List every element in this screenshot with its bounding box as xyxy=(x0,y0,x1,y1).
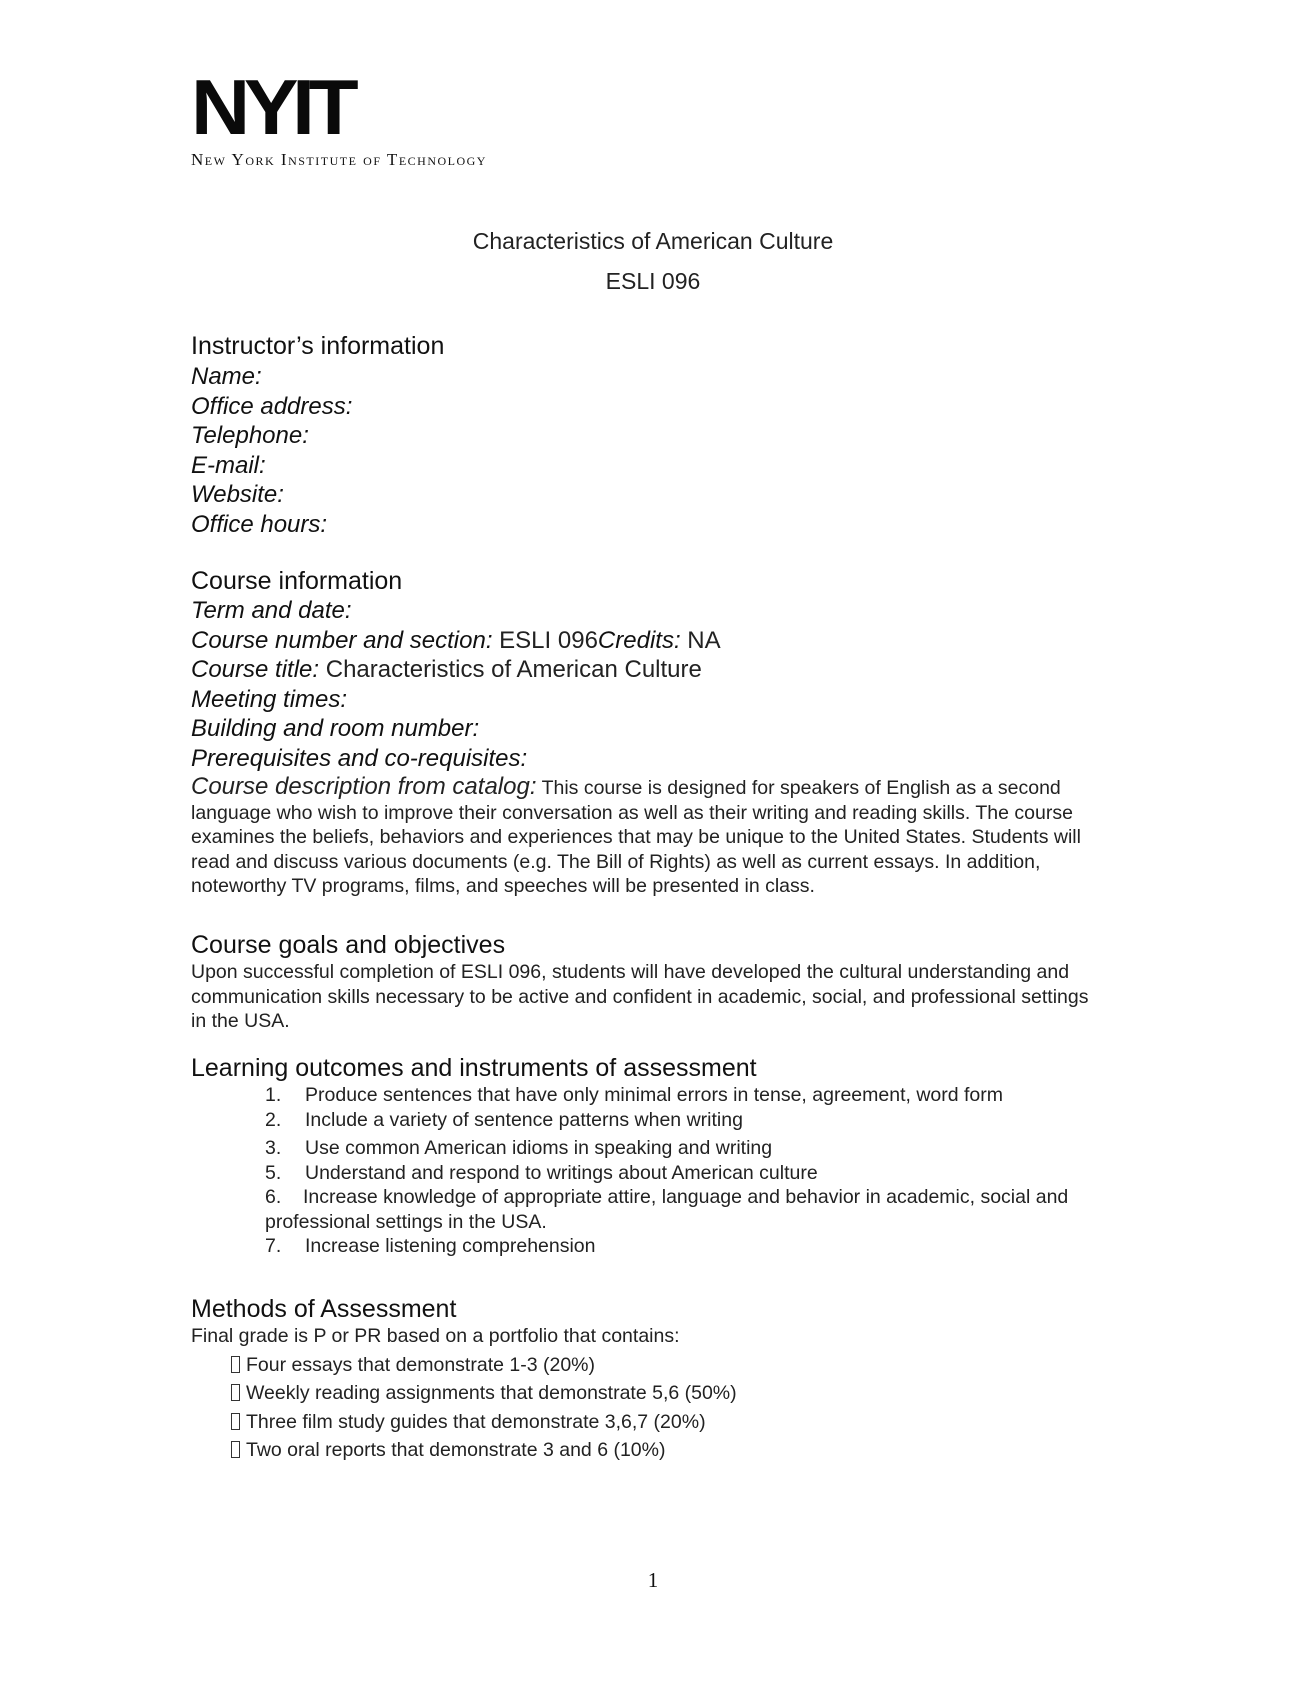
course-info-heading: Course information xyxy=(191,567,403,595)
outcome-text: Use common American idioms in speaking and writing xyxy=(305,1137,773,1159)
credits-value: NA xyxy=(680,626,721,654)
logo-mark: NYIT xyxy=(191,63,353,151)
term-label: Term and date: xyxy=(191,597,352,624)
bullet-box-icon xyxy=(231,1413,240,1430)
email-label: E-mail: xyxy=(191,451,266,479)
logo-subtitle: New York Institute of Technology xyxy=(191,150,487,169)
outcome-text: Include a variety of sentence patterns when writing xyxy=(305,1108,743,1131)
course-description xyxy=(191,775,1091,899)
document-title: Characteristics of American Culture xyxy=(472,228,834,254)
outcomes-section xyxy=(191,1053,1111,1259)
methods-item xyxy=(231,1436,1111,1465)
outcome-text: Understand and respond to writings about American culture xyxy=(305,1161,818,1184)
methods-section xyxy=(191,1294,1111,1465)
meeting-times-label: Meeting times: xyxy=(191,685,348,713)
outcomes-list xyxy=(265,1083,1085,1259)
methods-intro: Final grade is P or PR based on a portfolio that contains: xyxy=(191,1325,680,1347)
goals-section xyxy=(191,930,1111,1034)
course-description-label: Course description from catalog: xyxy=(191,773,537,800)
outcome-item xyxy=(265,1234,1085,1259)
course-info-section xyxy=(191,566,1111,899)
outcome-number: 2. xyxy=(265,1108,282,1131)
methods-item xyxy=(231,1379,1111,1408)
outcome-text: Increase knowledge of appropriate attire, language and behavior in academic, social and professional settings in the USA. xyxy=(265,1186,1069,1233)
office-hours-label: Office hours: xyxy=(191,510,328,538)
outcome-item xyxy=(265,1136,1085,1161)
building-room-label: Building and room number: xyxy=(191,715,480,742)
outcomes-heading: Learning outcomes and instruments of assessment xyxy=(191,1054,757,1082)
bullet-box-icon xyxy=(231,1384,240,1401)
methods-list xyxy=(231,1351,1111,1465)
prerequisites-label: Prerequisites and co-requisites: xyxy=(191,744,528,772)
credits-label: Credits: xyxy=(597,626,681,654)
outcome-item xyxy=(265,1185,1085,1234)
goals-text: Upon successful completion of ESLI 096, students will have developed the cultural understanding and communication skills necessary to be active and confident in academic, social, and professional settings in the USA. xyxy=(191,961,1089,1032)
course-number-line xyxy=(191,626,1111,656)
page-number: 1 xyxy=(647,1568,659,1592)
bullet-box-icon xyxy=(231,1356,240,1373)
instructor-section xyxy=(191,330,1111,539)
methods-heading: Methods of Assessment xyxy=(191,1295,457,1323)
outcome-number: 6. xyxy=(265,1186,282,1208)
course-title-value: Characteristics of American Culture xyxy=(319,656,702,683)
methods-item xyxy=(231,1351,1111,1380)
course-code: ESLI 096 xyxy=(605,268,701,294)
methods-item xyxy=(231,1408,1111,1437)
outcome-text: Increase listening comprehension xyxy=(305,1235,596,1257)
outcome-item xyxy=(265,1108,1085,1133)
course-title-line xyxy=(191,655,1111,685)
outcome-number: 7. xyxy=(265,1235,282,1257)
outcome-item xyxy=(265,1161,1085,1186)
outcome-number: 5. xyxy=(265,1161,282,1184)
website-label: Website: xyxy=(191,481,284,508)
telephone-label: Telephone: xyxy=(191,422,309,449)
methods-item-text: Weekly reading assignments that demonstrate 5,6 (50%) xyxy=(246,1382,737,1404)
methods-item-text: Four essays that demonstrate 1-3 (20%) xyxy=(246,1353,595,1376)
course-number-value: ESLI 096 xyxy=(492,626,598,654)
outcome-number: 3. xyxy=(265,1137,282,1159)
course-title-label: Course title: xyxy=(191,656,320,683)
nyit-logo xyxy=(191,63,487,170)
goals-heading: Course goals and objectives xyxy=(191,931,506,959)
instructor-heading: Instructor’s information xyxy=(191,332,445,360)
office-address-label: Office address: xyxy=(191,392,353,420)
outcome-text: Produce sentences that have only minimal errors in tense, agreement, word form xyxy=(305,1084,1004,1106)
bullet-box-icon xyxy=(231,1441,240,1458)
outcome-item xyxy=(265,1083,1085,1108)
course-description-text: This course is designed for speakers of English as a second language who wish to improve their conversation as well as their writing and reading skills. The course examines the beliefs, behaviors and experiences that may be unique to the United States. Students will read and discuss various documents (e.g. The Bill of Rights) as well as current essays. In addition, noteworthy TV programs, films, and speeches will be presented in class. xyxy=(191,777,1081,897)
instructor-name-label: Name: xyxy=(191,363,262,390)
course-number-label: Course number and section: xyxy=(191,626,493,654)
methods-item-text: Two oral reports that demonstrate 3 and 6 (10%) xyxy=(246,1439,666,1461)
outcome-number: 1. xyxy=(265,1084,282,1106)
methods-item-text: Three film study guides that demonstrate 3,6,7 (20%) xyxy=(246,1410,706,1433)
